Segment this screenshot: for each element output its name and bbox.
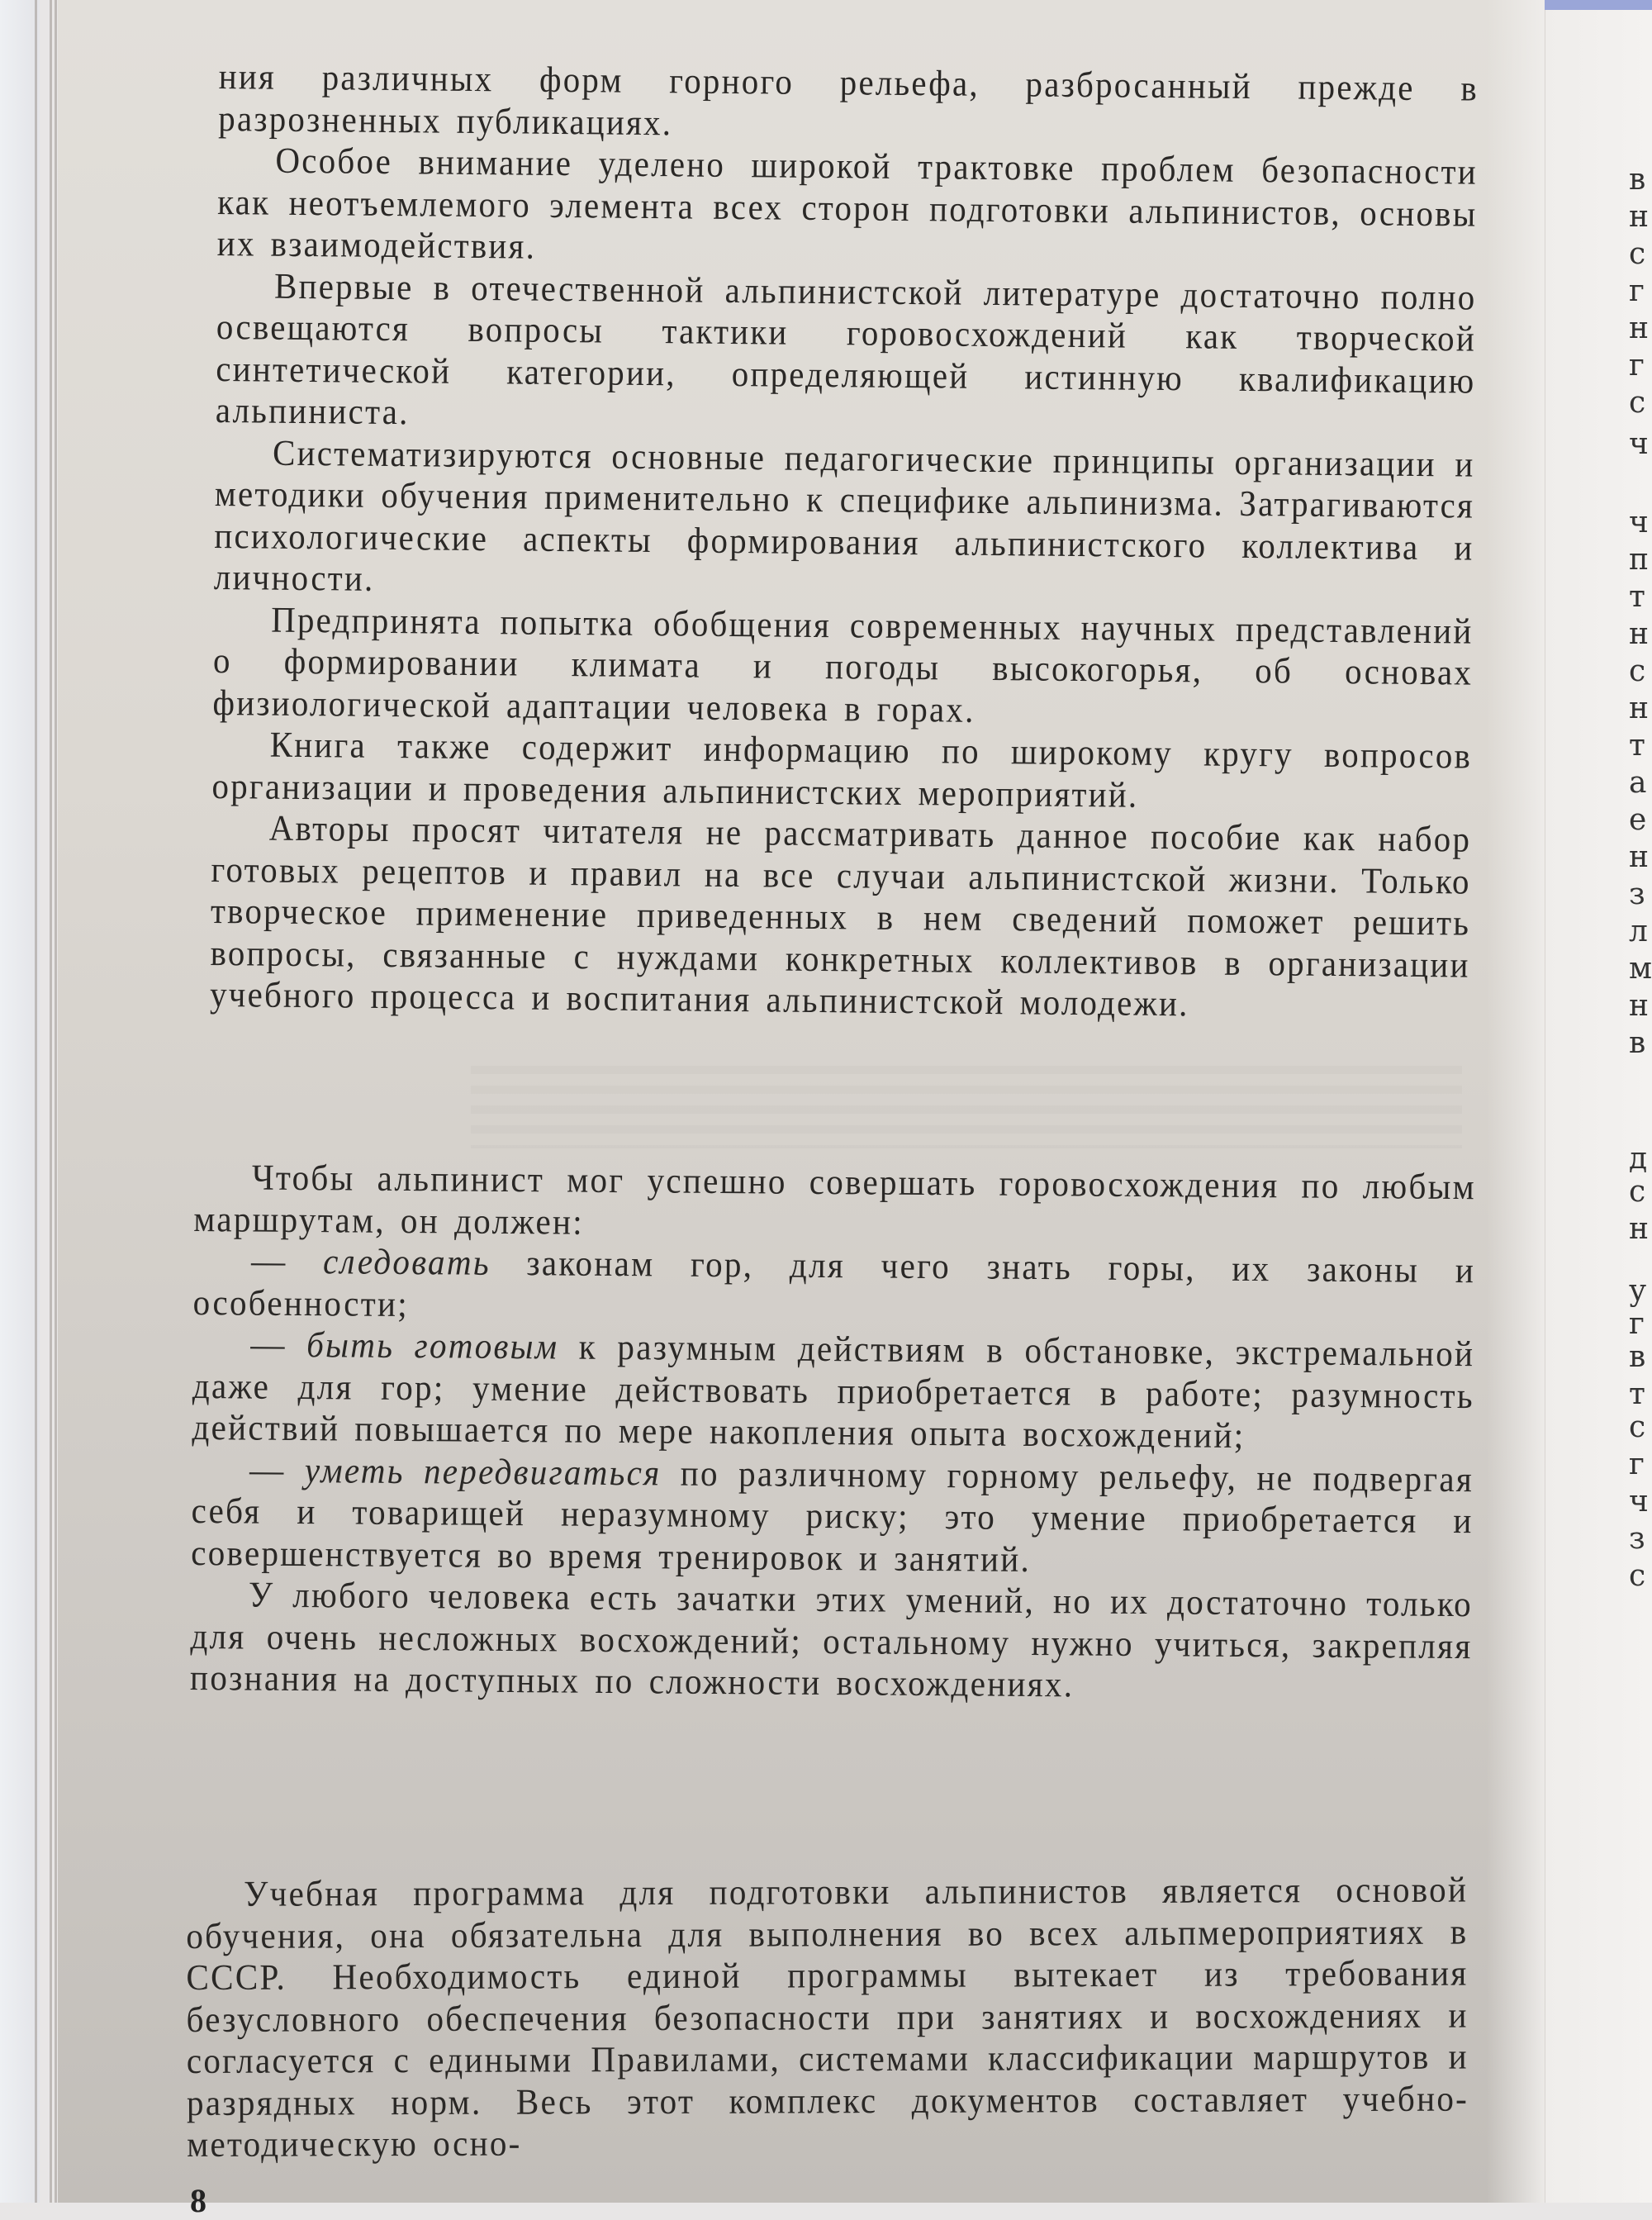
adjacent-letter: е: [1629, 803, 1647, 837]
text-section-1: [210, 56, 1479, 1028]
intro-paragraph: Чтобы альпинист мог успешно совершать горовосхождения по любым маршрутам, он должен:: [193, 1157, 1477, 1243]
adjacent-letter: с: [1629, 654, 1646, 688]
adjacent-letter: ч: [1629, 506, 1649, 540]
paragraph: Систематизируются основные педагогические принципы организации и методики обучения применительно к специфике альпинизма. Затрагиваются психологические аспекты формирования альпинистского коллектива и личности.: [213, 432, 1475, 599]
paragraph: Особое внимание уделено широкой трактовке проблем безопасности как неотъемлемого элемента всех сторон подготовки альпинистов, основы их взаимодействия.: [216, 140, 1479, 267]
page-number: 8: [190, 2182, 206, 2219]
page-stack-edge: [35, 0, 37, 2203]
adjacent-letter: г: [1629, 1307, 1645, 1341]
paragraph: Книга также содержит информацию по широкому кругу вопросов организации и проведения альпинистских мероприятий.: [211, 724, 1473, 815]
dash: —: [249, 1449, 286, 1490]
page-stack-edge: [55, 0, 57, 2203]
adjacent-letter: г: [1629, 1448, 1645, 1481]
paragraph: Предпринята попытка обобщения современных научных представлений о формировании климата и погоды высокогорья, об основах физиологической адаптации человека в горах.: [212, 599, 1474, 730]
adjacent-letter: в: [1629, 1026, 1646, 1060]
emphasis-term: быть готовым: [306, 1324, 559, 1367]
list-item-text: к разумным действиям в обстановке, экстремальной даже для гор; умение действовать приобретается в работе; разумность действий повышается по мере накопления опыта восхождений;: [192, 1326, 1475, 1457]
dash: —: [250, 1324, 287, 1365]
list-item: [191, 1448, 1474, 1584]
emphasis-term: следовать: [322, 1241, 491, 1283]
adjacent-letter: г: [1629, 349, 1645, 383]
adjacent-letter: н: [1629, 1212, 1649, 1246]
page-stack-edge: [50, 0, 52, 2203]
list-item-text: по различному горному рельефу, не подвергая себя и товарищей неразумному риску; это умение приобретается и совершенствуется во время тренировок и занятий.: [191, 1452, 1474, 1580]
list-item-text: законам гор, для чего знать горы, их законы и особенности;: [192, 1242, 1476, 1324]
background-surface: [0, 0, 40, 2203]
list-item: [192, 1240, 1475, 1333]
adjacent-letter: с: [1629, 386, 1646, 420]
adjacent-letter: с: [1629, 237, 1646, 271]
paragraph: Авторы просят читателя не рассматривать данное пособие как набор готовых рецептов и правил на все случаи альпинистской жизни. Только творческое применение приведенных в нем сведений поможет решить вопросы, связанные с нуждами конкретных коллективов в организации учебного процесса и воспитания альпинистской молодежи.: [209, 807, 1472, 1024]
dash: —: [250, 1240, 287, 1281]
adjacent-letter: в: [1629, 1340, 1646, 1374]
adjacent-letter: г: [1629, 274, 1645, 308]
adjacent-letter: н: [1629, 311, 1649, 345]
text-section-3: [186, 1870, 1469, 2166]
adjacent-letter: с: [1629, 1410, 1646, 1444]
adjacent-letter: з: [1629, 877, 1645, 911]
adjacent-letter: в: [1629, 163, 1646, 197]
adjacent-letter: у: [1629, 1274, 1647, 1308]
adjacent-letter: т: [1629, 729, 1645, 763]
adjacent-letter: д: [1629, 1142, 1648, 1176]
adjacent-letter: л: [1629, 915, 1648, 948]
paragraph: ния различных форм горного рельефа, разбросанный прежде в разрозненных публикациях.: [218, 56, 1479, 143]
adjacent-letter: ч: [1629, 1485, 1649, 1519]
paragraph: Впервые в отечественной альпинистской литературе достаточно полно освещаются вопросы тактики горовосхождений как творческой синтетической категории, определяющей истинную квалификацию альпиниста.: [215, 265, 1477, 433]
bleed-through-text: [471, 1066, 1462, 1148]
adjacent-letter: н: [1629, 692, 1649, 725]
adjacent-letter: п: [1629, 543, 1649, 577]
adjacent-letter: н: [1629, 200, 1649, 234]
adjacent-letter: а: [1629, 766, 1647, 800]
adjacent-letter: с: [1629, 1175, 1646, 1209]
emphasis-term: уметь передвигаться: [304, 1449, 662, 1493]
adjacent-letter: м: [1629, 952, 1652, 986]
background-object: [1545, 0, 1652, 10]
adjacent-letter: н: [1629, 617, 1649, 651]
adjacent-letter: ч: [1629, 427, 1649, 461]
adjacent-letter: с: [1629, 1559, 1646, 1593]
text-section-2: [190, 1157, 1476, 1709]
list-item: [192, 1324, 1474, 1459]
adjacent-letter: н: [1629, 840, 1649, 874]
closing-paragraph: У любого человека есть зачатки этих умений, но их достаточно только для очень несложных восхождений; остальному нужно учиться, закрепляя познания на доступных по сложности восхождениях.: [189, 1574, 1474, 1705]
adjacent-letter: т: [1629, 580, 1645, 614]
paragraph: Учебная программа для подготовки альпинистов является основой обучения, она обязательна для выполнения во всех альпмероприятиях в СССР. Необходимость единой программы вытекает из требования безусловного обеспечения безопасности при занятиях и восхождениях и согласуется с едиными Правилами, системами классификации маршрутов и разрядных норм. Весь этот комплекс документов составляет учебно-методическую осно-: [186, 1869, 1469, 2165]
adjacent-letter: з: [1629, 1522, 1645, 1556]
adjacent-letter: н: [1629, 989, 1649, 1023]
adjacent-letter: т: [1629, 1377, 1645, 1411]
